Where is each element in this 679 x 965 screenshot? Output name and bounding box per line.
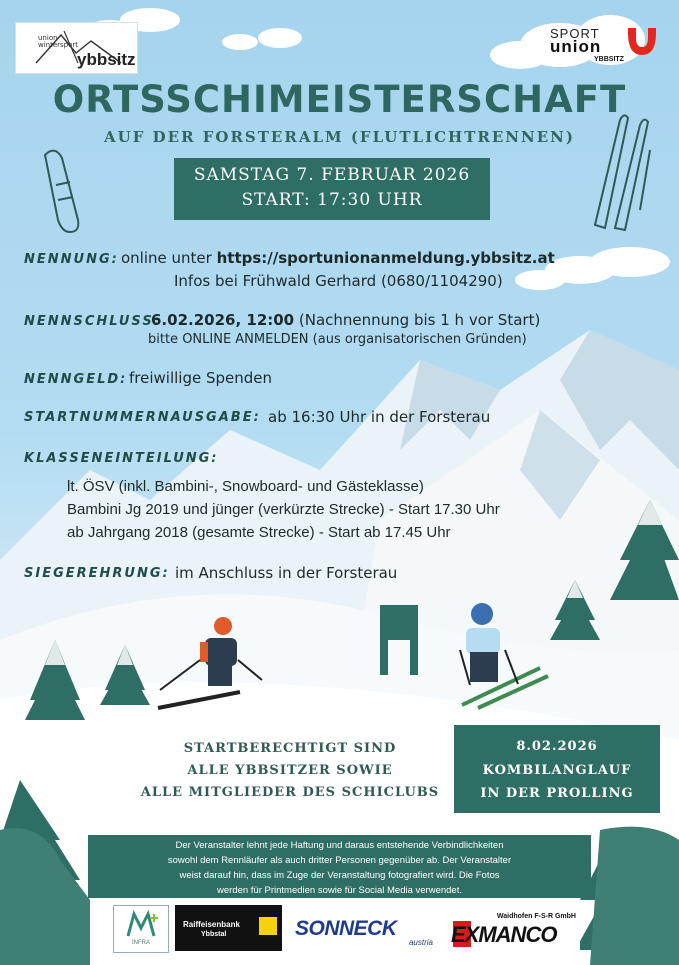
eligibility-line: ALLE MITGLIEDER DES SCHICLUBS: [140, 785, 440, 800]
klassen-line: lt. ÖSV (inkl. Bambini-, Snowboard- und Gästeklasse): [67, 478, 424, 495]
infra-logo-icon: [114, 908, 168, 942]
klassen-label: KLASSENEINTEILUNG:: [24, 451, 219, 466]
raiffeisen-cross-icon: [259, 917, 277, 935]
kombi-event: KOMBILANGLAUF: [482, 763, 632, 778]
nennung-label: NENNUNG:: [24, 252, 119, 267]
logo-left-town: ybbsitz: [77, 50, 136, 69]
sponsor-sonneck-country: austria: [408, 938, 433, 947]
startnummer-value: ab 16:30 Uhr in der Forsterau: [268, 408, 491, 426]
nennschluss-label: NENNSCHLUSS:: [24, 314, 161, 329]
disclaimer-box: [88, 835, 591, 898]
nennschluss-text: [151, 311, 540, 329]
nennschluss-note: (Nachnennung bis 1 h vor Start): [294, 311, 541, 329]
nennschluss-hint: bitte ONLINE ANMELDEN (aus organisatorischen Gründen): [148, 332, 527, 347]
kombi-location: IN DER PROLLING: [480, 786, 634, 801]
sponsor-sonneck-name: SONNECK: [295, 917, 397, 940]
disclaimer-line: werden für Printmedien sowie für Social Media verwendet.: [216, 885, 462, 896]
logo-right-sport: SPORT: [550, 26, 600, 41]
disclaimer-line: Der Veranstalter lehnt jede Haftung und daraus entstehende Verbindlichkeiten: [175, 840, 504, 851]
sponsor-raiffeisen-logo: [175, 905, 282, 951]
registration-link[interactable]: https://sportunionanmeldung.ybbsitz.at: [216, 249, 555, 267]
eligibility-line: STARTBERECHTIGT SIND: [183, 741, 397, 756]
date-line: SAMSTAG 7. FEBRUAR 2026: [193, 165, 471, 185]
siegerehrung-value: im Anschluss in der Forsterau: [175, 564, 398, 582]
nennung-prefix: online unter: [121, 249, 217, 267]
union-wintersport-logo: [15, 22, 138, 74]
eligibility-note: [120, 738, 460, 804]
nennschluss-date: 6.02.2026, 12:00: [151, 311, 295, 329]
klassen-line: ab Jahrgang 2018 (gesamte Strecke) - Start ab 17.45 Uhr: [67, 524, 451, 541]
disclaimer-line: sowohl dem Rennläufer als auch dritter Personen gegenüber ab. Der Veranstalter: [167, 855, 512, 866]
sponsor-infra-text: INFRA: [132, 940, 150, 946]
page-title: ORTSSCHIMEISTERSCHAFT: [52, 78, 627, 121]
sponsor-infra-logo: [113, 905, 169, 953]
logo-left-small-text: union wintersport: [38, 34, 79, 49]
snowboard-icon: [45, 151, 78, 232]
sponsor-exmanco-name: EXMANCO: [451, 922, 557, 947]
page-subtitle: AUF DER FORSTERALM (FLUTLICHTRENNEN): [104, 128, 575, 146]
klassen-line: Bambini Jg 2019 und jünger (verkürzte Strecke) - Start 17.30 Uhr: [67, 501, 500, 518]
sportunion-logo: [530, 20, 665, 68]
sponsor-raiffeisen-name: Raiffeisenbank: [183, 920, 240, 929]
kombi-box: [454, 725, 660, 813]
eligibility-line: ALLE YBBSITZER SOWIE: [187, 763, 393, 778]
disclaimer-line: weist darauf hin, dass im Zuge der Veranstaltung fotografiert wird. Die Fotos: [179, 870, 500, 881]
start-time-line: START: 17:30 UHR: [241, 190, 423, 210]
kombi-date: 8.02.2026: [516, 739, 598, 754]
sponsor-exmanco-company: Waidhofen F-S-R GmbH: [496, 913, 576, 920]
nennung-info: Infos bei Frühwald Gerhard (0680/1104290): [174, 272, 503, 290]
sponsor-sonneck-logo: [291, 905, 439, 951]
date-box: [174, 158, 490, 220]
sponsor-exmanco-logo: [447, 905, 580, 951]
startnummer-label: STARTNUMMERNAUSGABE:: [24, 410, 261, 425]
nennung-text: [121, 249, 555, 267]
sponsor-raiffeisen-place: Ybbstal: [201, 931, 227, 938]
nenngeld-value: freiwillige Spenden: [129, 369, 273, 387]
logo-right-place: YBBSITZ: [594, 56, 624, 63]
logo-right-union: union: [550, 37, 602, 56]
siegerehrung-label: SIEGEREHRUNG:: [24, 566, 170, 581]
nenngeld-label: NENNGELD:: [24, 372, 128, 387]
